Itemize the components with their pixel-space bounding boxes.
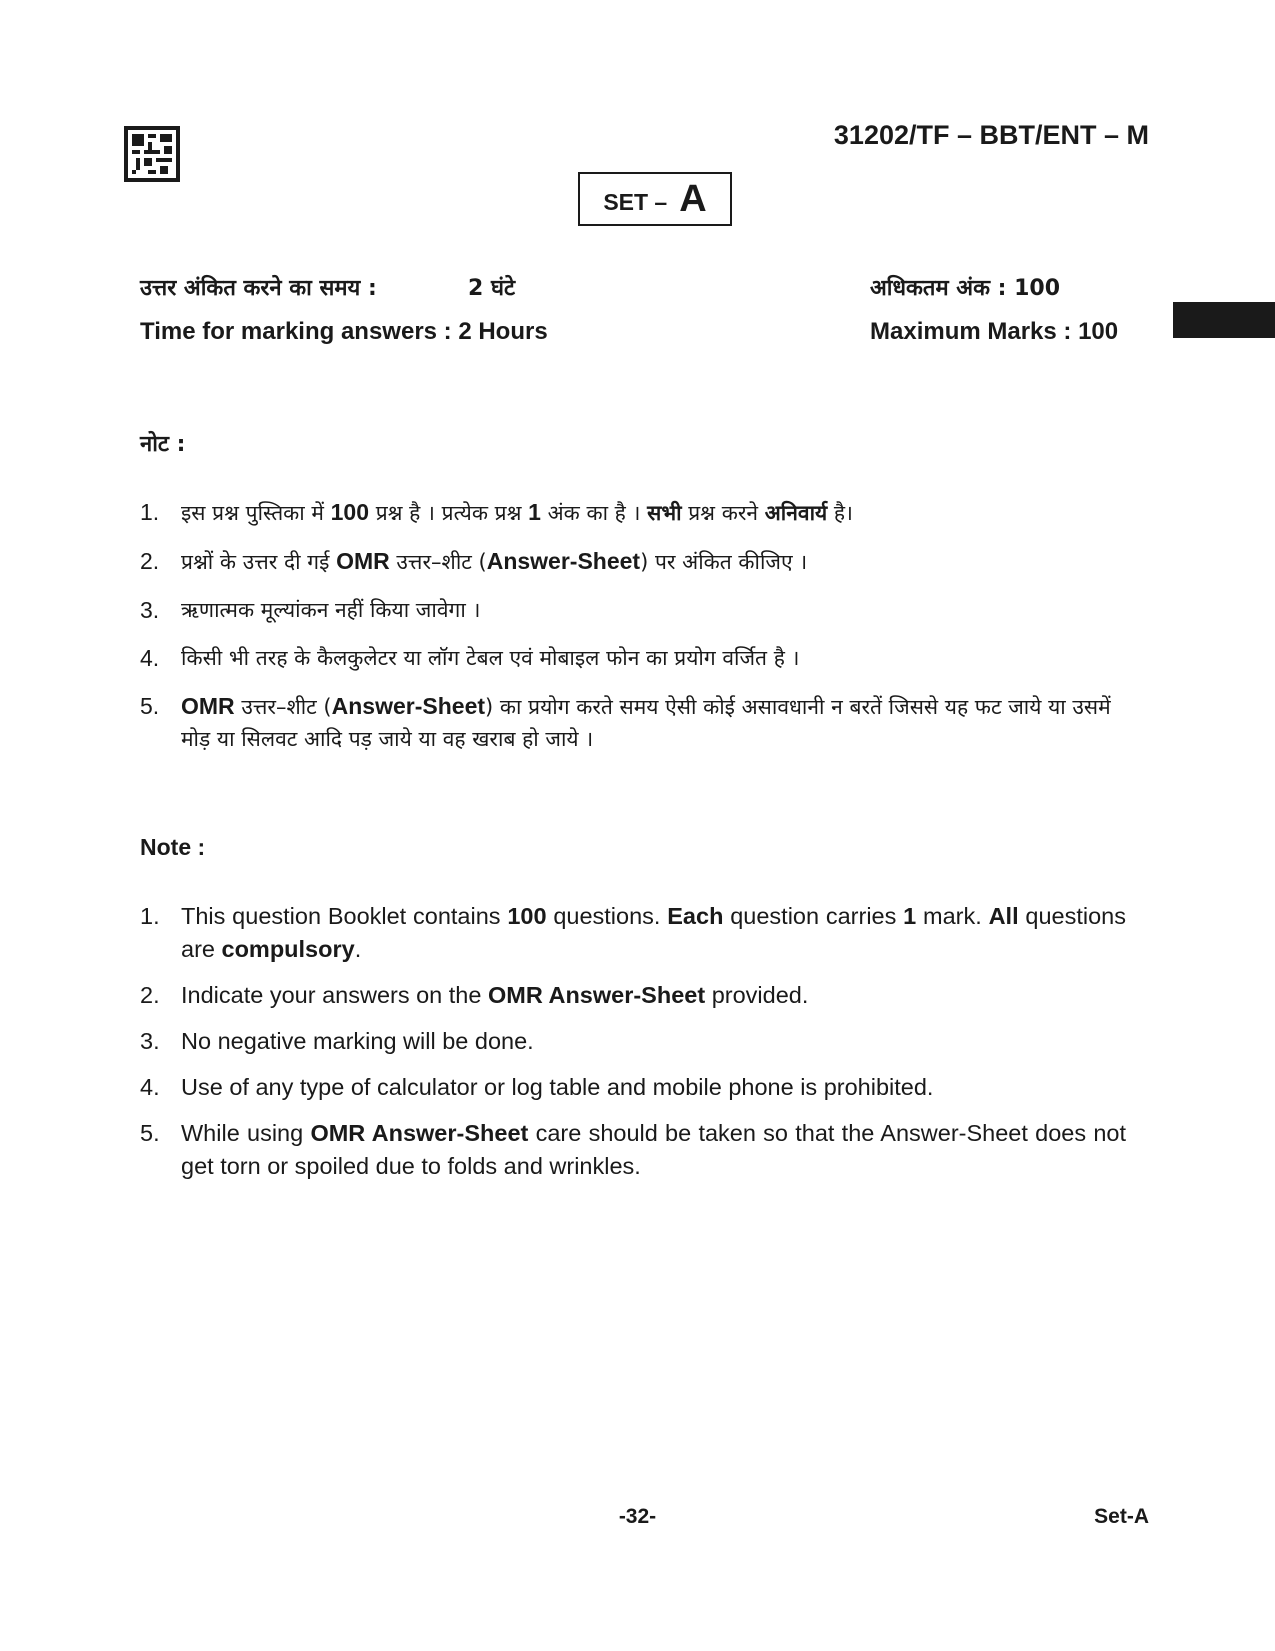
bold-span: सभी	[647, 501, 682, 525]
item-text	[181, 690, 1130, 755]
set-prefix: SET –	[603, 188, 668, 215]
item-text	[181, 979, 1126, 1012]
text-span: प्रश्न है । प्रत्येक प्रश्न	[369, 501, 529, 525]
side-tab-marker	[1173, 302, 1275, 338]
text-span: questions are	[181, 903, 1126, 962]
text-span: .	[354, 936, 362, 962]
bold-span: OMR Answer-Sheet	[310, 1120, 529, 1146]
list-item	[140, 545, 1130, 578]
bold-span: compulsory	[221, 936, 355, 962]
item-number: 5.	[140, 1120, 160, 1146]
text-span: provided.	[705, 982, 809, 1008]
item-number: 3.	[140, 597, 160, 623]
text-span: ) का प्रयोग करते समय ऐसी कोई असावधानी न बरतें जिससे यह फट जाये या उसमें मोड़ या सिलवट आदि पड़ जाये या वह खराब हो जाये ।	[181, 695, 1111, 751]
list-item	[140, 1025, 1126, 1058]
list-item	[140, 690, 1130, 755]
item-number: 4.	[140, 1074, 160, 1100]
note-title-hindi: नोट :	[140, 432, 186, 457]
text-span: प्रश्नों के उत्तर दी गई	[181, 550, 337, 574]
text-span: इस प्रश्न पुस्तिका में	[181, 501, 331, 525]
time-label-hindi: उत्तर अंकित करने का समय :	[140, 276, 377, 301]
qr-code-graphic	[124, 126, 180, 182]
note-list-hindi	[140, 496, 1130, 771]
time-value-hindi: 2 घंटे	[468, 276, 516, 301]
max-marks-hindi: अधिकतम अंक : 100	[870, 276, 1061, 301]
item-number: 4.	[140, 645, 160, 671]
text-span: care should be taken so that the Answer-Sheet does not get torn or spoiled due to folds and wrinkles.	[181, 1120, 1127, 1179]
item-number: 2.	[140, 982, 160, 1008]
bold-span: Each	[667, 903, 724, 929]
text-span: Indicate your answers on the	[181, 982, 488, 1008]
item-text: ऋणात्मक मूल्यांकन नहीं किया जावेगा ।	[181, 598, 481, 622]
text-span: उत्तर–शीट (	[389, 550, 487, 574]
text-span: questions.	[546, 903, 668, 929]
bold-span: 1	[528, 499, 541, 525]
item-number: 1.	[140, 903, 160, 929]
set-footer-label: Set-A	[1094, 1505, 1149, 1528]
bold-span: 100	[507, 903, 547, 929]
item-text	[181, 900, 1126, 966]
bold-span: 1	[903, 903, 917, 929]
text-span: mark.	[916, 903, 989, 929]
text-span: question carries	[723, 903, 904, 929]
bold-span: Answer-Sheet	[331, 693, 486, 719]
item-text	[181, 1117, 1126, 1183]
text-span: प्रश्न करने	[681, 501, 765, 525]
list-item	[140, 900, 1126, 966]
text-span: ) पर अंकित कीजिए ।	[640, 550, 808, 574]
set-letter: A	[679, 177, 707, 220]
item-number: 1.	[140, 499, 160, 525]
list-item	[140, 1071, 1126, 1104]
set-box	[578, 172, 732, 226]
list-item	[140, 594, 1130, 626]
list-item	[140, 496, 1130, 529]
bold-span: OMR	[336, 548, 390, 574]
text-span: This question Booklet contains	[181, 903, 508, 929]
note-title-english: Note :	[140, 834, 206, 860]
note-list-english	[140, 900, 1126, 1196]
text-span: है।	[827, 501, 853, 525]
list-item	[140, 979, 1126, 1012]
item-number: 2.	[140, 548, 160, 574]
item-text: Use of any type of calculator or log table and mobile phone is prohibited.	[181, 1074, 934, 1100]
list-item	[140, 642, 1130, 674]
paper-code: 31202/TF – BBT/ENT – M	[833, 120, 1149, 150]
time-english: Time for marking answers : 2 Hours	[140, 318, 548, 345]
bold-span: All	[988, 903, 1019, 929]
bold-span: अनिवार्य	[764, 501, 828, 525]
text-span: अंक का है ।	[540, 501, 648, 525]
list-item	[140, 1117, 1126, 1183]
item-text: किसी भी तरह के कैलकुलेटर या लॉग टेबल एवं मोबाइल फोन का प्रयोग वर्जित है ।	[181, 646, 800, 670]
item-text	[181, 545, 1130, 578]
text-span: While using	[181, 1120, 311, 1146]
text-span: उत्तर–शीट (	[234, 695, 332, 719]
bold-span: Answer-Sheet	[486, 548, 641, 574]
qr-code	[124, 126, 180, 182]
item-text	[181, 496, 1130, 529]
item-text: No negative marking will be done.	[181, 1028, 534, 1054]
bold-span: OMR	[181, 693, 235, 719]
item-number: 5.	[140, 693, 160, 719]
max-marks-english: Maximum Marks : 100	[870, 318, 1119, 345]
page-number: -32-	[618, 1505, 657, 1528]
bold-span: 100	[330, 499, 370, 525]
bold-span: OMR Answer-Sheet	[487, 982, 706, 1008]
item-number: 3.	[140, 1028, 160, 1054]
